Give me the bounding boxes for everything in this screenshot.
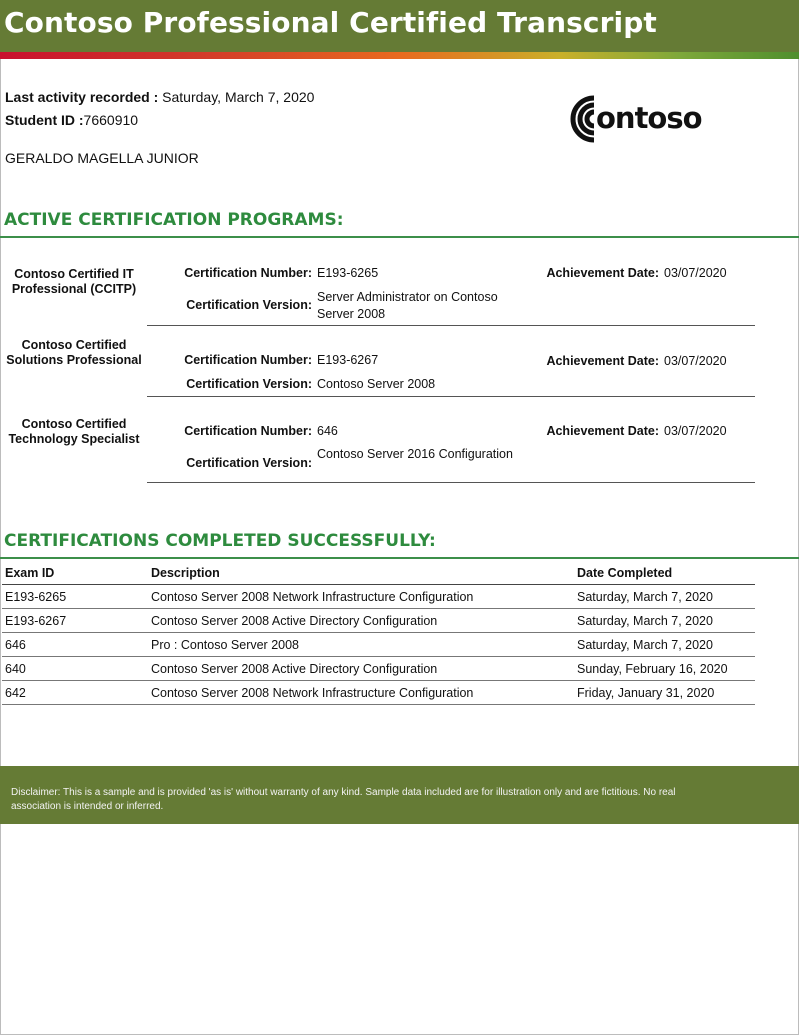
achievement-date-label: Achievement Date: (546, 354, 659, 368)
row-divider (147, 325, 755, 326)
row-divider (147, 396, 755, 397)
column-header-date-completed: Date Completed (574, 561, 755, 585)
last-activity (5, 89, 314, 105)
description-cell: Contoso Server 2008 Active Directory Configuration (148, 609, 574, 633)
contoso-logo-text: ontoso (596, 101, 702, 135)
cert-version-label: Certification Version: (186, 377, 312, 391)
achievement-date-value: 03/07/2020 (664, 266, 727, 280)
exam-id-cell: E193-6265 (2, 585, 148, 609)
cert-version-label: Certification Version: (186, 456, 312, 470)
column-header-description: Description (148, 561, 574, 585)
section-rule (0, 557, 799, 559)
exam-id-cell: 642 (2, 681, 148, 705)
header-gradient-bar (0, 52, 799, 59)
description-cell: Pro : Contoso Server 2008 (148, 633, 574, 657)
table-row (2, 585, 755, 609)
table-header-row (2, 561, 755, 585)
achievement-date-label: Achievement Date: (546, 266, 659, 280)
table-row (2, 633, 755, 657)
completed-title: CERTIFICATIONS COMPLETED SUCCESSFULLY: (4, 531, 436, 551)
section-rule (0, 236, 799, 238)
active-programs-title: ACTIVE CERTIFICATION PROGRAMS: (4, 210, 344, 230)
program-name: Contoso Certified Solutions Professional (6, 338, 142, 367)
date-cell: Friday, January 31, 2020 (574, 681, 755, 705)
cert-number-value: E193-6265 (317, 266, 379, 280)
program-name: Contoso Certified Technology Specialist (8, 417, 140, 446)
cert-version-value: Contoso Server 2016 Configuration (317, 447, 513, 461)
description-cell: Contoso Server 2008 Network Infrastructure Configuration (148, 585, 574, 609)
date-cell: Saturday, March 7, 2020 (574, 585, 755, 609)
header-banner (0, 0, 799, 52)
cert-version-label: Certification Version: (186, 298, 312, 312)
description-cell: Contoso Server 2008 Active Directory Configuration (148, 657, 574, 681)
page-title: Contoso Professional Certified Transcript (4, 6, 657, 39)
program-name: Contoso Certified IT Professional (CCITP) (11, 267, 137, 296)
table-row (2, 657, 755, 681)
date-cell: Saturday, March 7, 2020 (574, 609, 755, 633)
cert-version-value: Contoso Server 2008 (317, 377, 436, 391)
column-header-exam-id: Exam ID (2, 561, 148, 585)
contoso-logo-mark (570, 94, 710, 144)
cert-number-label: Certification Number: (184, 424, 312, 438)
contoso-logo (570, 94, 710, 144)
student-id-label: Student ID : (5, 112, 84, 128)
cert-number-label: Certification Number: (184, 266, 312, 280)
cert-version-value: Server Administrator on Contoso Server 2008 (317, 290, 498, 321)
cert-number-label: Certification Number: (184, 353, 312, 367)
table-row (2, 609, 755, 633)
date-cell: Sunday, February 16, 2020 (574, 657, 755, 681)
cert-number-value: E193-6267 (317, 353, 379, 367)
achievement-date-label: Achievement Date: (546, 424, 659, 438)
cert-number-value: 646 (317, 424, 338, 438)
last-activity-value: Saturday, March 7, 2020 (162, 89, 315, 105)
row-divider (147, 482, 755, 483)
disclaimer-text: Disclaimer: This is a sample and is provided 'as is' without warranty of any kind. Sample data included are for illustration only and are fictitious. No real association is intended or inferred. (11, 787, 676, 812)
student-id (5, 112, 138, 128)
date-cell: Saturday, March 7, 2020 (574, 633, 755, 657)
student-id-value: 7660910 (83, 112, 139, 128)
exam-id-cell: E193-6267 (2, 609, 148, 633)
table-row (2, 681, 755, 705)
achievement-date-value: 03/07/2020 (664, 424, 727, 438)
exam-id-cell: 646 (2, 633, 148, 657)
footer-banner (0, 766, 799, 824)
student-name: GERALDO MAGELLA JUNIOR (5, 150, 199, 166)
achievement-date-value: 03/07/2020 (664, 354, 727, 368)
exam-id-cell: 640 (2, 657, 148, 681)
completed-exams-table (2, 561, 755, 705)
last-activity-label: Last activity recorded : (5, 89, 159, 105)
description-cell: Contoso Server 2008 Network Infrastructure Configuration (148, 681, 574, 705)
